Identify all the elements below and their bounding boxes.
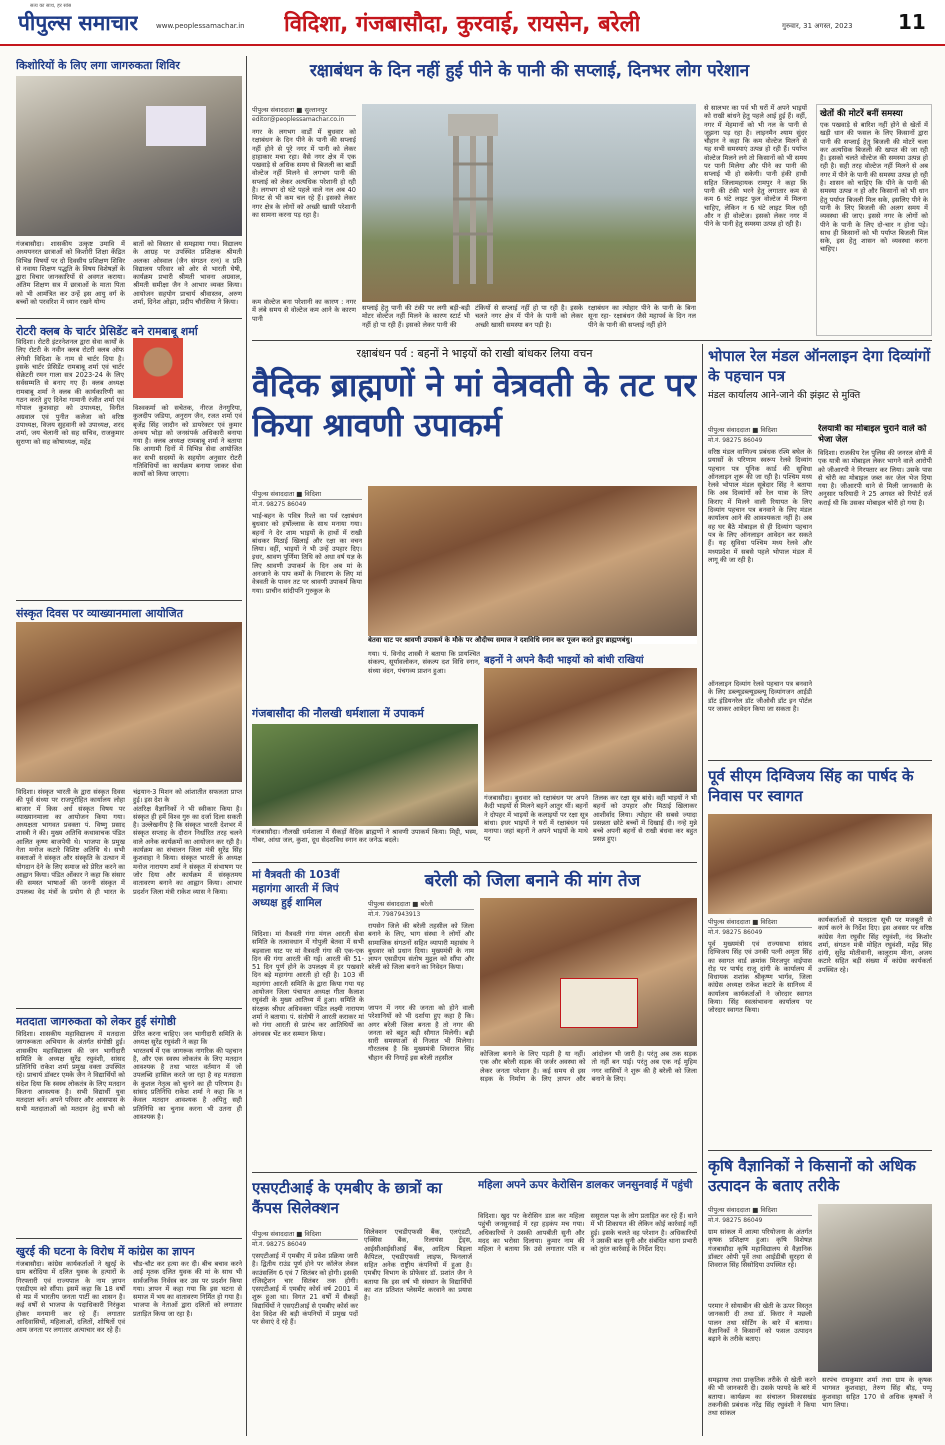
- body-part-4: सरपंच रामकुमार शर्मा तथा ग्राम के कृषक भागवत कुशवाहा, तेरुण सिंह बौड़, पप्पू कुशवाहा सहित 170 से अधिक कृषकों ने भाग लिया।: [822, 1376, 932, 1409]
- paper-tagline: सत्य का साथ, हर सांस: [30, 3, 72, 9]
- story-railway: [708, 346, 932, 756]
- masthead: [0, 0, 945, 46]
- story-farmers: [708, 1156, 932, 1438]
- headline: बहनों ने अपने कैदी भाइयों को बांधी राखियां: [484, 655, 644, 666]
- headline: रक्षाबंधन के दिन नहीं हुई पीने के पानी की सप्लाई, दिनभर लोग परेशान: [309, 61, 750, 81]
- kicker: रक्षाबंधन पर्व : बहनों ने भाइयों को राखी बांधकर लिया वचन: [356, 347, 593, 360]
- body-part-3: समझाया तथा प्राकृतिक तरीके से खेती करने की भी जानकारी दी। उसके फायदे के बारे में बताया। कार्यक्रम का संचालन विकासखंड तकनीकी प्रबंधक नरेंद्र सिंह रघुवंशी ने किया तथा सांकल: [708, 1376, 816, 1418]
- divider: [16, 1238, 242, 1239]
- digvijay-photo: [708, 814, 932, 914]
- body-part-2: जापन में नगर की जनता को होने वाली परेशानियों को भी दर्शाया हुए कहा है कि। अगर बरेली जिला बनता है तो नगर की जनता को बहुत बड़ी सौगात मिलेगी। बढ़ी सारी समस्याओं से निजात भी मिलेगा। गौरतलब है कि मुख्यमंत्री शिवराज सिंह चौहान की निगाहें इस बरेली तहसील: [368, 1004, 474, 1062]
- body-part-2: बातों को विस्तार से समझाया गया। विद्यालय के आग्रह पर उपस्थित प्रशिक्षक श्रीमती अलका ओस्वाल (जैन संगठन रत्न) व प्रति विद्यालय परिवार को ओर से भारती घेषी, कार्यक्रम प्रभारी श्रीमती भावना अग्रवाल, श्रीमती समीक्षा जैन ने आभार व्यक्त किया। आयोजन सहयोग प्राचार्य श्रीवास्तव, अरुण शर्मा, दिनेश ओझा, प्रदीप चौरसिया ने किया।: [133, 240, 242, 307]
- section-rule: [708, 760, 932, 761]
- story-aarti: [252, 868, 364, 1168]
- byline: पीपुल्स संवाददाता ■ विदिशा: [708, 1204, 812, 1216]
- article-body: [16, 240, 242, 313]
- railway-side-box: [818, 424, 932, 756]
- body-part-2: ऑनलाइन दिव्यांग रेलवे पहचान पत्र बनवाने के लिए डब्ल्यूडब्ल्यूडब्ल्यू दिव्यांगजन आईडी डॉट इंडियनरेल डॉट जीओवी डॉट इन पोर्टल पर जाकर आवेदन किया जा सकता है।: [708, 680, 812, 713]
- mobile-number: मो.नं. 98275 86049: [708, 929, 763, 936]
- story-mba: [252, 1178, 472, 1438]
- side-title: रेलयात्री का मोबाइल चुराने वाले को भेजा जेल: [818, 424, 927, 445]
- sidebar-body: एक पखवाड़े से बारिश नहीं होने से खेतों में खड़ी धान की फसल के लिए किसानों द्वारा पानी की सप्लाई हेतु बिजली की मोटरें चला कर अत्यधिक बिजली की खपत की जा रही है। इसको चलते वोल्टेज की समस्या उत्पन्न हो रही है। सही तरह वोल्टेज नहीं मिलने से अब नगर में पीने के पानी की समस्या उत्पन्न हो रही है। शासन को चाहिए कि पीने के पानी की समस्या उत्पन्न न हो और किसानों को भी धान हेतु पर्याप्त बिजली मिल सके, इसलिए पीने के पानी के लिए बिजली की अलग समय में व्यवस्था की जाए। इससे नगर के लोगों को पीने के पानी के लिए दो-चार न होना पड़े। साथ ही किसानों को भी पर्याप्त बिजली मिल सके, इस हेतु शासन को व्यवस्था करना चाहिए।: [820, 121, 928, 254]
- body-part-1: नगर के लगभग वार्डों में बुधवार को रक्षाबंधन के दिन पीने के पानी की सप्लाई नहीं होने से पूरे नगर में पानी को लेकर हाहाकार मचा रहा। वैसे नगर क्षेत्र में एक पखवाड़े से अधिक समय से बिजली का बार्डी वोल्टेज नहीं मिलने से लगभग पानी की सप्लाई को लेकर अत्यधिक परेशानी हो रही है। लगभग दो घंटे पहले वाले नल अब 40 मिनट से भी कम चल रहे हैं। इसको लेकर नगर क्षेत्र के लोगों को अच्छी खासी परेशानी का सामना करना पड़ रहा है।: [252, 128, 356, 219]
- body-part-1: गंजबासौदा। कांग्रेस कार्यकर्ताओं ने खुरई के ग्राम बरोदिया में दलित युवक के हत्यारों के गिरफ्तारी एवं राज्यपाल के नाम ज्ञापन एसडीएम को सौंपा। इसमें कहा कि 18 वर्षों से मप्र में भारतीय जनता पार्टी का शासन है। कई वर्षों से भाजपा के पदाधिकारी निरंकुश होकर मनमानी कर रहे हैं। लगातार आदिवासियों, महिलाओं, दलितों, शोषितों एवं आम जनता पर लगातार अत्याचार कर रहे हैं।: [16, 1260, 125, 1335]
- page-number: 11: [898, 10, 926, 34]
- body-part-1: पूर्व मुख्यमंत्री एवं राज्यसभा सांसद दिग्विजय सिंह एवं उनकी पत्नी अमृता सिंह का स्वागत वार्ड क्रमांक मिरजपुर वाईपास रोड़ पर पार्षद राजू दांगी के कार्यालय में विधायक शशांक श्रीकृष्ण भार्गव, जिला कांग्रेस अध्यक्ष राकेश कटारे के सानिध्य में कार्यालय कार्यकर्ताओं ने जोरदार स्वागत किया। सिंह स्वत्संभावना कार्यालय पर जोरदार स्वागत किया।: [708, 940, 812, 1015]
- water-sidebar: [816, 104, 932, 336]
- byline: पीपुल्स संवाददाता ■ सुल्तानपुर: [252, 104, 356, 116]
- water-tower-graphic: [418, 114, 528, 284]
- article-body: [16, 1260, 242, 1438]
- story-bareli: [368, 868, 697, 1168]
- body-part-1: भाई-बहन के पवित्र रिश्ते का पर्व रक्षाबंधन बुधवार को हर्षोल्लास के साथ मनाया गया। बहनों ने देर शाम भाइयों के हाथों में राखी बांधकर मिठाई खिलाई और रक्षा का वचन लिया। वहीं, भाइयों ने भी उन्हें उपहार दिए। इधर, श्रावण पूर्णिमा तिथि को अधा वर्ष यज्ञ के लिए श्रावणी उपाकर्म के दिन अब मां के अनजाने के पाप कर्मों के निवारण के लिए मां वेत्रवती के पावन तट पर श्रावणी उपाकर्म किया गया। प्राचीन सांदीपनि गुरुकुल के: [252, 512, 362, 595]
- subhead: मंडल कार्यालय आने-जाने की झंझट से मुक्ति: [708, 390, 861, 401]
- photo-caption: गंजबासौदा। नौलखी धर्मशाला में सैकड़ों वैदिक ब्राह्मणों ने श्रावणी उपाकर्म किया। मिट्टी, भस्म, गोबर, आंधा जल, कुशा, दूध सेदशविध स्नान कर जनेऊ बदले।: [252, 828, 478, 845]
- headline: रोटरी क्लब के चार्टर प्रेसिडेंट बने रामबाबू शर्मा: [16, 325, 198, 338]
- byline: पीपुल्स संवाददाता ■ विदिशा: [252, 1228, 358, 1240]
- classroom-photo: [16, 76, 242, 236]
- shravani-photo-caption: बेतवा घाट पर श्रावणी उपाकर्म के मौके पर औदीच्य समाज ने दशविधि स्नान कर पूजन करते हुए ब्राह्मणबंधु।: [368, 636, 697, 644]
- mobile-number: मो.नं. 98275 86049: [252, 1241, 307, 1248]
- body-part-3: कोजिला बनाने के लिए पड़ती है या नहीं। एक और बरेली सड़क की जर्जर अवस्था को लेकर जनता परेशान है। कई समय से इस सड़क के निर्माण के लिए ज्ञापन और आंदोलन भी जारी है। परंतु अब तक सड़क तो नहीं बन पाई। परंतु अब एक नई मुहिम नगर वासियों ने शुरू की है बरेली को जिला बनाने के लिए।: [480, 1050, 697, 1083]
- side-body: विदिशा। राजकीय रेल पुलिस की जनरल वोगी में एक यात्री का मोबाइल लेकर भागने वाले आरोपी को जीआरपी ने गिरफ्तार कर लिया। उसके पास से चोरी का मोबाइल जब्त कर जेल भेज दिया गया है। जीआरपी थाने से मिली जानकारी के अनुसार फरियादी ने 25 अगस्त को रिपोर्ट दर्ज कराई थी कि उसका मोबाइल चोरी हो गया है।: [818, 449, 932, 507]
- projector-screen: [146, 106, 206, 146]
- body-part-2: भारतवर्ष में एक जागरूक नागरिक की पहचान है, और एक स्वस्थ लोकतंत्र के लिए मतदान आवश्यक है तथा भारत वर्तमान में जो उपलब्धि हासिल करते जा रहा है वह मतदाता के कुशल नेतृत्व को चुनने का ही परिणाम है। सांसद प्रतिनिधि राकेश शर्मा ने कहा कि न केवल मतदान आवश्यक है अपितु सही प्रतिनिधि का चुनाव करना भी उतना ही आवश्यक है।: [133, 1046, 242, 1121]
- story-kerosene: [478, 1178, 697, 1438]
- column-divider: [702, 344, 703, 1436]
- byline: पीपुल्स संवाददाता ■ विदिशा: [708, 916, 812, 928]
- shravani-body-part-2: गया। पं. विनोद शास्त्री ने बताया कि प्रायश्चित संकल्प, सूर्यावलोकन, संकल्प दश विधि स्नान, संध्या वंदन, पंचगव्य प्राशन हुआ।: [368, 650, 480, 675]
- article-body-right: विश्वकर्मा को सचेतक, नीरज तेनगुरिया, कुलदीप जडिया, अनुराग जैन, रजत शर्मा एवं बृजेंद्र सिंह जादौन को डायरेक्टर एवं कुमार अन्वय भोड़ा को जनसंपर्क अधिकारी बनाया गया है। क्लब अध्यक्ष रामबाबू शर्मा ने बताया कि आगामी दिनों में विभिन्न सेवा आयोजित कर सभी सदस्यों के सहयोग अनुसार रोटरी गतिविधियों का कार्यक्रम बनाया जाकर सेवा कार्यों को किया जाएगा।: [133, 404, 242, 479]
- story-sisters: [484, 652, 697, 858]
- editor-email[interactable]: editor@peoplessamachar.co.in: [252, 116, 345, 123]
- story-naulakhi: [252, 706, 478, 856]
- caption-part-1: गंजबासौदा। बुधवार को रक्षाबंधन पर अपने कैदी भाइयों से मिलने बहनें आतुर थीं। बहनों ने दोपहर में भाइयों के कलाइयों पर रक्षा सूत्र बांधा। इधर भाइयों ने घरों में रक्षाबंधन पर्व मनाया। जहां बहनों ने अपने भाइयों के माथे पर: [484, 794, 588, 844]
- body-part-2: परमार ने सोयाबीन की खेती के ऊपर विस्तृत जानकारी दी तथा डॉ. किरार ने मछली पालन तथा सोर्टिंग के बारे में बताया। वैज्ञानिकों ने किसानों को फसल उत्पादन बढ़ाने के तरीके बताए।: [708, 1302, 812, 1344]
- body-part-1: गंजबासौदा। शासकीय उत्कृष्ट उमावि में अध्ययनरत छात्राओं को किशोरी शिक्षा केंद्रित विभिन्न विषयों पर दो दिवसीय प्रशिक्षण शिविर से नवाया शिक्षण पद्धति के विषय विशेषज्ञों के द्वारा विचार जानकारियों से अवगत कराया। अंतिम शिक्षण सत्र में छात्राओं के माता पिता को भी आमंत्रित कर उन्हें इस आयु वर्ग के बच्चों को परवरिश में ध्यान रखने योग्य: [16, 240, 125, 307]
- body-part-1: वरिष्ठ मंडल वाणिज्य प्रबंधक रश्मि बघेल के प्रयासों के परिणाम स्वरूप रेलवे दिव्यांग पहचान पत्र यूनिक कार्ड की सुविधा ऑनलाइन शुरू की जा रही है। पश्चिम मध्य रेलवे भोपाल मंडल सूबेदार सिंह ने बताया कि अब दिव्यांगों को रेल यात्रा के लिए किराए में मिलने वाली रियायत के लिए दिव्यांग पहचान पत्र बनवाने के लिए मंडल कार्यालय आने की आवश्यकता नहीं है। अब वह घर बैठे मोबाइल से ही दिव्यांग पहचान पत्र के लिए ऑनलाइन आवेदन कर सकते हैं। यह सुविधा पश्चिम मध्य रेलवे और मध्यप्रदेश में सबसे पहले भोपाल मंडल में लागू की जा रही है।: [708, 448, 812, 564]
- headline: बरेली को जिला बनाने की मांग तेज: [424, 871, 641, 891]
- body-part-1: एसएटीआई में एमबीए में प्रवेश प्रक्रिया जारी है। द्वितीय राउंड पूर्ण होने पर कॉलेज लेवल काउंसलिंग 6 एवं 7 सितंबर को होगी। इसकी रजिस्ट्रेशन चार सितंबर तक होगी। एसएटीआई में एमबीए कोर्स वर्ष 2001 में शुरू हुआ था। विगत 21 वर्षों में सैकड़ों विद्यार्थियों ने एसएटीआई से एमबीए कोर्स कर देश विदेश की बड़ी कंपनियों में प्रमुख पदों पर सेवाएं दे रहे हैं।: [252, 1252, 358, 1327]
- headline: मतदाता जागरुकता को लेकर हुई संगोष्ठी: [16, 1015, 176, 1028]
- byline: पीपुल्स संवाददाता ■ विदिशा: [252, 488, 362, 500]
- byline: पीपुल्स संवाददाता ■ बरेली: [368, 898, 474, 910]
- body-part-1: रायसेन जिले की बरेली तहसील को जिला बनाने के लिए, भाग संस्था ने लोगों और सामाजिक संगठनों सहित व्यापारी महासंघ ने बुधवार को प्रधान दिया। मुख्यमंत्री के नाम ज्ञापन एसडीएम संतोष मुद्गल को सौंपा और बरेली को जिला बनाने का निवेदन किया।: [368, 922, 474, 972]
- mobile-number: मो.नं. 7987943913: [368, 911, 421, 918]
- divider: [16, 1008, 242, 1009]
- divider: [16, 600, 242, 601]
- story-rotary: [16, 318, 242, 593]
- headline: महिला अपने ऊपर केरोसिन डालकर जनसुनवाई में पहुंची: [478, 1179, 693, 1191]
- caption-part-2: तिलक कर रक्षा सूत्र बांधे। वहीं भाइयों ने भी बहनों को उपहार और मिठाई खिलाकर आशीर्वाद लिया। त्योहार की सबसे ज्यादा प्रसन्नता छोटे बच्चों में दिखाई दी। नन्हे मुन्ने बच्चे अपनी बहनों से राखी बंधवा कर बहुत प्रसन्न हुए।: [593, 794, 697, 844]
- article-body: [16, 1030, 242, 1233]
- story-water: [252, 58, 807, 338]
- body-part-1: विदिशा। शासकीय महाविद्यालय में मतदाता जागरूकता अभियान के अंतर्गत संगोष्ठी हुई। शासकीय महाविद्यालय की जन भागीदारी समिति के अध्यक्ष सुरेंद्र रघुवंशी, सांसद प्रतिनिधि राकेश शर्मा प्रमुख वक्ता उपस्थित रहे। प्राचार्य डॉक्टर एमके जैन ने विद्यार्थियों को संदेश दिया कि स्वस्थ लोकतंत्र के लिए मतदान कितना आवश्यक है। सभी विद्यार्थी युवा मतदाता बनें। अपने परिवार और आसपास के सभी मतदाताओं को मतदान हेतु सभी को प्रेरित करना चाहिए। जन भागीदारी समिति के अध्यक्ष सुरेंद्र रघुवंशी ने कहा कि: [16, 1030, 242, 1113]
- body-part-3: से सालभर का पर्व भी घरों में अपने भाइयों को राखी बांधने हेतु पहले आई हुई हैं। वहीं, नगर में मेहमानों को भी नल के पानी से जूझना पड़ रहा है। लाइनमैन श्याम सुंदर चौहान ने कहा कि कम वोल्टेज मिलने से यह सभी समस्याएं उत्पन्न हो रही हैं। पर्याप्त वोल्टेज मिलने लगे तो किसानों को भी समय पर पानी मिलेगा और पीने का पानी की सप्लाई भी हो सकेगी। पानी हंकी हाथी सहित जिलामहायक रामपुर ने कहा कि पानी की टंकी भरने हेतु लगातार कम से कम 6 घंटे लाइट फुल वोल्टेज में मिलना चाहिए, लेकिन न 6 घंटे लाइट मिल रही और न ही वोल्टेज। इसको लेकर नगर में पीने के पानी हेतु समस्या उत्पन्न हो रही है।: [704, 104, 807, 229]
- mobile-number: मो.नं. 98275 86049: [708, 437, 763, 444]
- story-kishori: [16, 58, 242, 313]
- headline: कृषि वैज्ञानिकों ने किसानों को अधिक उत्पादन के बताए तरीके: [708, 1157, 916, 1195]
- sisters-photo: [484, 668, 697, 792]
- portrait-photo: [133, 338, 183, 398]
- sidebar-title: खेतों की मोटरें बनीं समस्या: [820, 109, 903, 119]
- farmers-training-photo: [818, 1204, 932, 1372]
- issue-date: गुरुवार, 31 अगस्त, 2023: [782, 22, 853, 30]
- headline: खुरई की घटना के विरोध में कांग्रेस का ज्ञापन: [16, 1245, 195, 1258]
- story-sanskrit: [16, 600, 242, 1000]
- headline: संस्कृत दिवस पर व्याख्यानमाला आयोजित: [16, 607, 183, 620]
- body-part-2: कार्यकर्ताओं से मतदाता सूची पर मजबूती से कार्य करने के निर्देश दिए। इस अवसर पर वरिष्ठ कांग्रेस नेता रघुवीर सिंह रघुवंशी, नंद किशोर शर्मा, संगठन मंत्री मोहित रघुवंशी, महेंद्र सिंह दांगी, सुरेंद्र मोतीवानी, कालूराम मीना, अजय कटारे सहित बड़ी संख्या में कांग्रेस कार्यकर्ता उपस्थित रहे।: [818, 916, 932, 974]
- byline: पीपुल्स संवाददाता ■ विदिशा: [708, 424, 812, 436]
- headline: भोपाल रेल मंडल ऑनलाइन देगा दिव्यांगों के पहचान पत्र: [708, 347, 931, 385]
- article-body-left: विदिशा। रोटरी इंटरनेशनल द्वारा सेवा कार्यों के लिए रोटरी के नवीन क्लब रोटरी क्लब ऑफ लेगेसी विदिशा के नाम से चार्टर दिया है। इसके चार्टर प्रेसिडेंट रामबाबू शर्मा एवं चार्टर सेक्रेटरी रमन गाला सत्र 2023-24 के लिए सर्वसम्मति से बनाए गए हैं। क्लब अध्यक्ष रामबाबू शर्मा ने क्लब की कार्यकारिणी का गठन करते हुए दिनेश गामानी रंजीत शर्मा एवं गोपाल कुशवाहा को उपाध्यक्ष, विनीत अग्रवाल एवं पुनीत कलेजा को वरिष्ठ उपाध्यक्ष, विजय सुहवानी को उपाध्यक्ष, शरद शर्मा, जय चेलानी को सह सचिव, राजकुमार सुराणा को सह कोषाध्यक्ष, महेंद्र: [16, 338, 124, 446]
- body-part-2: सिलेक्शन एचडीएफसी बैंक, एलएंडटी, एक्सिस बैंक, रिलायंस ट्रेंड्स, आईसीआईसीआई बैंक, आदित्य बिड़ला कैपिटल, एचडीएफसी लाइफ, फिनलार्ज सहित अनेक राष्ट्रीय कंपनियों में हुआ है। एमबीए विभाग के प्रोफेसर डॉ. प्रशांत जैन ने बताया कि इस वर्ष भी संस्थान के विद्यार्थियों का शत प्रतिशत प्लेसमेंट करवाने का प्रयास है।: [364, 1228, 472, 1303]
- divider: [16, 318, 242, 319]
- mobile-number: मो.नं. 98275 86049: [252, 501, 307, 508]
- body-part-1: विदिशा। संस्कृत भारती के द्वारा संस्कृत दिवस की पूर्व संध्या पर राजपुरोहित कार्यालय लोहा बाजार में किस अर्ध संस्कृत विषय पर व्याख्यानमाला का आयोजन किया गया। अध्यक्षता भागवत प्रवक्ता पं. विष्णु प्रसाद शास्त्री ने की। मुख्य अतिथि कथावाचक पंडित आलित कृष्ण बाजपेयी थे। भाजपा के प्रमुख नेता मनोज कटारे विशिष्ट अतिथि थे। सभी वक्ताओं ने संस्कृत और संस्कृति के उत्थान में योगदान देने के लिए समाज को प्रेरित करने का आह्वान किया। पंडित ओंकार ने कहा कि संसार की समस्त भाषाओं की जननी संस्कृत में उपलब्ध वेद मंत्रों के प्रयोग से ही भारत के चंद्रयान-3 मिशन को आंशातीत सफलता प्राप्त हुई। इस देश के: [16, 788, 242, 896]
- water-tank-photo: [362, 104, 696, 302]
- shravani-photo: [368, 486, 697, 636]
- headline: किशोरियों के लिए लगा जागरुकता शिविर: [16, 59, 180, 72]
- headline: मां वैत्रवती की 103वीं महागंगा आरती में जिपं अध्यक्ष हुई शामिल: [252, 869, 340, 909]
- body-part-2: अंतरिक्ष वैज्ञानिकों ने भी स्वीकार किया है। संस्कृत ही हमें विश्व गुरु का दर्जा दिला सकती है। उल्लेखनीय है कि संस्कृत भारती देशभर में संस्कृत सप्ताह के दौरान निर्धारित तरह चलने वाले अनेक कार्यक्रमों का आयोजन कर रही है। कार्यक्रम का संचालन जिला मंत्री सुरेंद्र सिंह कुशवाहा ने किया। संस्कृत भारती के अध्यक्ष मनोज नारायण शर्मा ने संस्कृत में संभाषण पर जोर दिया और कार्यक्रम में संस्कृतमय वातावरण बनाने का आह्वान किया। आभार प्रदर्शन जिला मंत्री राकेश व्यास ने किया।: [133, 804, 242, 896]
- headline: वैदिक ब्राह्मणों ने मां वेत्रवती के तट पर किया श्रावणी उपाकर्म: [252, 366, 697, 444]
- bareli-photo: [480, 898, 697, 1046]
- website-link[interactable]: www.peoplessamachar.in: [156, 22, 245, 30]
- sanskrit-event-photo: [16, 622, 242, 782]
- body-part-1: ग्राम सांकल में आत्मा परियोजना के अंतर्गत कृषक प्रशिक्षण हुआ। कृषि विशेषज्ञ गंजबासौदा कृषि महाविद्यालय से वैज्ञानिक डॉक्टर ओपी पूर्वे तथा आईडीबी सुरहरा से शिवराज सिंह सिसोदिया उपस्थित रहे।: [708, 1228, 812, 1270]
- section-rule: [252, 340, 932, 341]
- headline: गंजबासौदा की नौलखी धर्मशाला में उपाकर्म: [252, 707, 424, 720]
- memorandum-banner: [560, 978, 638, 1028]
- photo-caption-2: टंकियों से सप्लाई नहीं हो पा रही है। इसके चलते नगर क्षेत्र में पीने के पानी को लेकर अच्छी खासी समस्या बन पड़ी है।: [475, 304, 583, 329]
- photo-caption-3: रक्षाबंधन का त्योहार पीने के पानी के बिना सूना रहा- रक्षाबंधन जैसे महापर्व के दिन नल पीने के पानी की सप्लाई नहीं होने: [588, 304, 696, 329]
- headline: पूर्व सीएम दिग्विजय सिंह का पार्षद के निवास पर स्वागत: [708, 767, 914, 805]
- section-rule: [252, 1172, 697, 1173]
- column-divider: [246, 56, 247, 1436]
- story-khurai: [16, 1238, 242, 1438]
- story-voter: [16, 1008, 242, 1233]
- body-part-2: कम वोल्टेज बना परेशानी का कारण : नगर में लंबे समय से वोल्टेज कम आने के कारण पानी: [252, 298, 356, 323]
- section-rule: [252, 862, 697, 863]
- headline: एसएटीआई के एमबीए के छात्रों का कैंपस सिलेक्शन: [252, 1179, 443, 1217]
- mobile-number: मो.नं. 98275 86049: [708, 1217, 763, 1224]
- section-title: विदिशा, गंजबासौदा, कुरवाई, रायसेन, बरेली: [284, 12, 641, 37]
- photo-caption-1: सप्लाई हेतु पानी की टंकी पर लगी बड़ी-बड़ी मोटर वोल्टेज नहीं मिलने के कारण स्टार्ट भी नहीं हो पा रही हैं। इसको लेकर पानी की: [362, 304, 470, 329]
- article-body: [16, 788, 242, 1000]
- article-body: विदिशा। खुद पर केरोसिन डाल कर महिला पहुंची जनसुनवाई में रहा हड़कंप मच गया। अधिकारियों ने उसकी आपबीती सुनी और मदद का भरोसा दिलाया। कुमार नाम की महिला ने बताया कि उसे लगातार पति व ससुराल पक्ष के लोग प्रताड़ित कर रहे हैं। थाने में भी शिकायत की लेकिन कोई कार्रवाई नहीं हुई। इसके चलते वह परेशान है। अधिकारियों ने उसकी बात सुनी और संबंधित थाना प्रभारी को तुरंत कार्रवाई के निर्देश दिए।: [478, 1212, 697, 1254]
- story-shravani: [252, 346, 697, 646]
- story-digvijay: [708, 766, 932, 1146]
- paper-logo: पीपुल्स समाचार: [18, 11, 139, 35]
- section-rule: [708, 1150, 932, 1151]
- body-part-2: चौड-चौट कर हत्या कर दी। बीच बचाव करने आई मृतक दलित युवक की मां के साथ भी सार्वजनिक निर्वस्त्र कर उस पर प्रदर्शन किया गया। ज्ञापन में कहा गया कि इस घटना से समाज में भय का वातावरण निर्मित हो गया है। भाजपा के नेताओं द्वारा दलितों को लगातार प्रताड़ित किया जा रहा है।: [133, 1260, 242, 1318]
- article-body: विदिशा। मां वैत्रवती गंगा मंगल आरती सेवा समिति के तत्वावधान में गोपुली बेतवा में सभी बड़वाला घाट पर मां वैत्रवती गंगा की एक-एक दिन की गंगा आरती की गई। आरती की 51-51 दिन पूर्ण होने के उपलक्ष्य में हर पखवारे दिन बड़े महागंगा आरती हो रही है। 103 वीं महागंगा आरती समिति के द्वारा किया गया यह आयोजन जिला पंचायत अध्यक्ष गीता कैलाश रघुवंशी के मुख्य आतिथ्य में हुआ। समिति के संरक्षक श्रीधर अधिवक्ता पंडित लक्ष्मी नारायण शर्मा ने बताया। पं. संतोषी ने आरती कराकर मां को गंगा आरती से प्रारंभ कर आतिथियों का अंगवस्त्र भेंट कर सम्मान किया।: [252, 930, 364, 1038]
- naulakhi-photo: [252, 724, 478, 826]
